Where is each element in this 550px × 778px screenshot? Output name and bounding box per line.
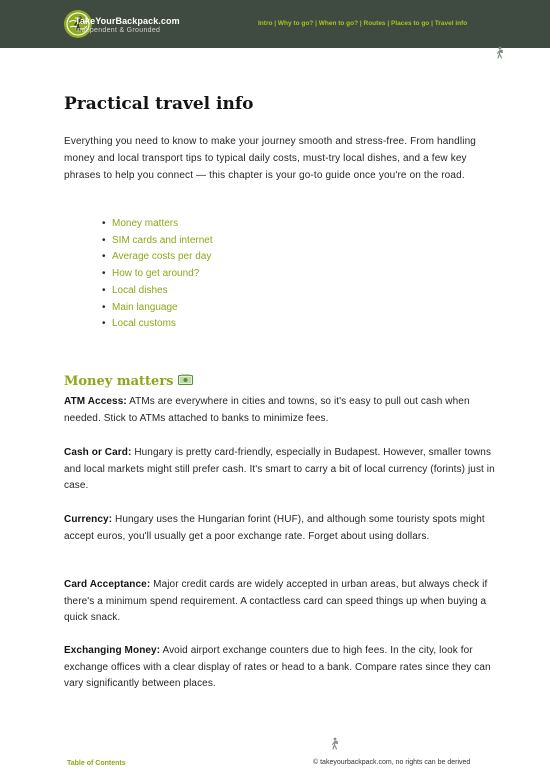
section-title-text: Money matters [64, 374, 174, 389]
toc-link-sim-cards[interactable]: • SIM cards and internet [102, 233, 213, 250]
intro-paragraph: Everything you need to know to make your journey smooth and stress-free. From handling money and local transport tips to typical daily costs, must-try local dishes, and a few key phrases to help you connect — this chapter is your go-to guide once you're on the road. [64, 136, 476, 181]
money-banknote-icon [178, 374, 193, 386]
paragraph-text: ATMs are everywhere in cities and towns, so it's easy to pull out cash when needed. Stick to ATMs attached to banks to minimize fees. [64, 396, 470, 424]
nav-item-routes[interactable]: Routes [363, 20, 386, 27]
nav-item-when-to-go[interactable]: When to go? [318, 20, 359, 27]
nav-item-why-to-go[interactable]: Why to go? [277, 20, 314, 27]
nav-separator: | [429, 20, 435, 27]
paragraph-text: Avoid airport exchange counters due to high fees. In the city, look for exchange offices with a clear display of rates or head to a bank. Compare rates since they can vary significantly between places. [64, 645, 491, 690]
paragraph-lead: Exchanging Money: [64, 645, 161, 656]
paragraph-exchanging-money [64, 643, 498, 693]
nav-separator: | [385, 20, 391, 27]
nav-separator: | [358, 20, 364, 27]
footer-copyright: © takeyourbackpack.com, no rights can be derived [313, 759, 471, 766]
site-header [0, 0, 550, 48]
toc-link-local-dishes[interactable]: • Local dishes [102, 283, 213, 300]
nav-item-places-to-go[interactable]: Places to go [390, 20, 430, 27]
toc-link-average-costs[interactable]: • Average costs per day [102, 249, 213, 266]
page-title: Practical travel info [64, 94, 254, 114]
paragraph-currency [64, 512, 498, 545]
nav-item-travel-info[interactable]: Travel info [434, 20, 468, 27]
paragraph-text: Hungary uses the Hungarian forint (HUF), and although some touristy spots might accept euros, you'll usually get a poor exchange rate. Forget about using dollars. [64, 514, 485, 542]
hiker-icon [329, 737, 341, 750]
nav-separator: | [313, 20, 319, 27]
paragraph-lead: Currency: [64, 514, 113, 525]
paragraph-text: Hungary is pretty card-friendly, especially in Budapest. However, smaller towns and local markets might still prefer cash. It's smart to carry a bit of local currency (forints) just in case. [64, 447, 495, 492]
nav-separator: | [272, 20, 278, 27]
paragraph-atm-access [64, 394, 498, 427]
toc-link-local-customs[interactable]: • Local customs [102, 316, 213, 333]
toc-link-money-matters[interactable]: • Money matters [102, 216, 213, 233]
chapter-contents-list [102, 216, 213, 333]
paragraph-cash-or-card [64, 445, 498, 495]
paragraph-text: Major credit cards are widely accepted in urban areas, but always check if there's a minimum spend requirement. A contactless card can speed things up when buying a quick snack. [64, 579, 488, 624]
paragraph-card-acceptance [64, 577, 498, 627]
brand-tagline: Independent & Grounded [75, 27, 161, 34]
paragraph-lead: ATM Access: [64, 396, 127, 407]
paragraph-lead: Cash or Card: [64, 447, 132, 458]
toc-link-getting-around[interactable]: • How to get around? [102, 266, 213, 283]
table-of-contents-link[interactable]: Table of Contents [67, 760, 126, 767]
top-navigation [258, 20, 467, 27]
paragraph-lead: Card Acceptance: [64, 579, 151, 590]
money-matters-heading [64, 374, 193, 389]
toc-link-main-language[interactable]: • Main language [102, 300, 213, 317]
hiker-icon [494, 46, 506, 59]
nav-item-intro[interactable]: Intro [258, 20, 273, 27]
brand-name[interactable]: TakeYourBackpack.com [75, 16, 180, 26]
